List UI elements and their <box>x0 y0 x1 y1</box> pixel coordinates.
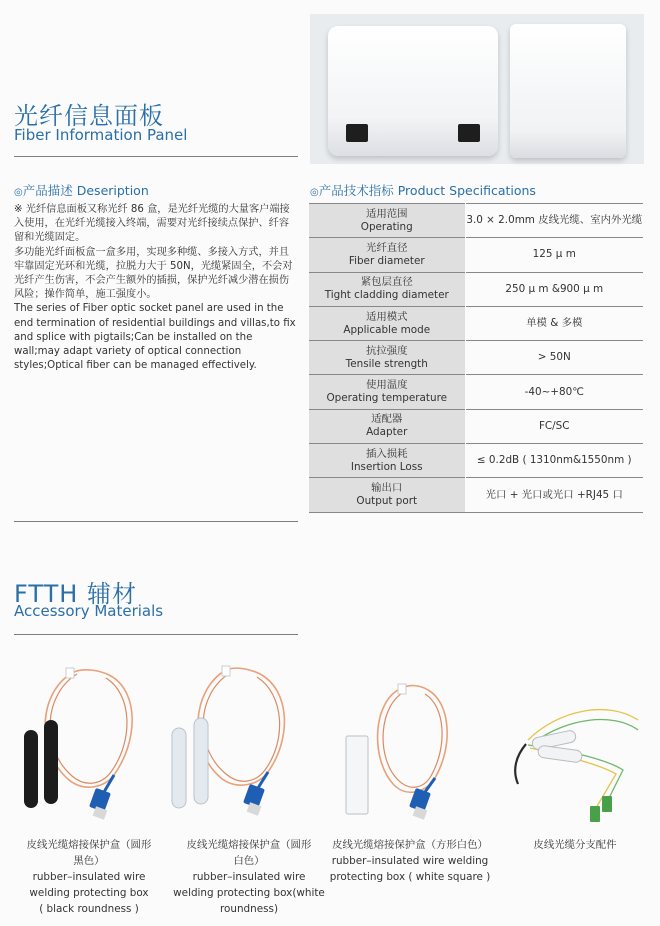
description-body <box>14 203 298 373</box>
spec-value: 单模 & 多模 <box>465 306 643 340</box>
spec-value: 光口 + 光口或光口 +RJ45 口 <box>465 478 643 512</box>
fiber-panel-cover-photo <box>510 24 626 158</box>
description-cn-para: ※ 光纤信息面板又称光纤 86 盒，是光纤光缆的大量客户端接入使用，在光纤光缆接入终端，需要对光纤接续点保护、纤容留和光缆固定。 <box>14 204 290 244</box>
circle-bullet-icon: ◎ <box>14 187 23 198</box>
accessories-title-cn: FTTH 辅材 <box>14 580 137 608</box>
spec-value: -40~+80℃ <box>465 375 643 409</box>
table-row <box>309 478 643 512</box>
branch-accessory-photo <box>498 660 648 830</box>
accessories-title-en: Accessory Materials <box>14 602 164 620</box>
divider <box>14 156 298 157</box>
spec-label: 适配器 Adapter <box>309 409 465 443</box>
socket-port-icon <box>346 124 368 142</box>
spec-value: 125 μ m <box>465 238 643 272</box>
spec-label: 抗拉强度 Tensile strength <box>309 341 465 375</box>
divider <box>14 521 298 522</box>
table-row <box>309 375 643 409</box>
spec-value: > 50N <box>465 341 643 375</box>
product-caption: 皮线光缆熔接保护盒（圆形 黑色） rubber–insulated wire welding protecting box ( black roundness ) <box>26 839 152 915</box>
description-heading: ◎产品描述 Deseription <box>14 183 149 198</box>
table-row <box>309 238 643 272</box>
spec-value: 250 μ m &900 μ m <box>465 272 643 306</box>
section-title-en: Fiber Information Panel <box>14 126 188 144</box>
socket-port-icon <box>458 124 480 142</box>
spec-label: 光纤直径 Fiber diameter <box>309 238 465 272</box>
spec-value: 3.0 × 2.0mm 皮线光缆、室内外光缆 <box>465 204 643 238</box>
product-caption: 皮线光缆分支配件 <box>533 839 617 851</box>
white-round-protecting-box-photo <box>166 660 316 830</box>
spec-label: 使用温度 Operating temperature <box>309 375 465 409</box>
black-round-protecting-box-photo <box>14 660 164 830</box>
white-square-protecting-box-photo <box>332 660 482 830</box>
spec-label: 适用范围 Operating <box>309 204 465 238</box>
specs-heading: ◎产品技术指标 Product Specifications <box>310 183 536 198</box>
spec-label: 插入损耗 Insertion Loss <box>309 444 465 478</box>
product-caption: 皮线光缆熔接保护盒（圆形 白色） rubber–insulated wire welding protecting box(white roundness) <box>173 839 325 915</box>
spec-label: 紧包层直径 Tight cladding diameter <box>309 272 465 306</box>
product-caption: 皮线光缆熔接保护盒（方形白色） rubber–insulated wire welding protecting box ( white square ) <box>329 839 491 883</box>
circle-bullet-icon: ◎ <box>310 187 319 198</box>
table-row <box>309 341 643 375</box>
fiber-panel-front-photo <box>328 26 498 156</box>
table-row <box>309 306 643 340</box>
table-row <box>309 272 643 306</box>
spec-value: ≤ 0.2dB ( 1310nm&1550nm ) <box>465 444 643 478</box>
table-row <box>309 204 643 238</box>
specs-table <box>309 203 643 513</box>
description-en-para: The series of Fiber optic socket panel are used in the end termination of residential buildings and villas,to fix and splice with pigtails;Can be installed on the wall;may adapt variety of optical connection styles;Optical fiber can be managed effectively. <box>14 303 296 372</box>
table-row <box>309 409 643 443</box>
spec-label: 输出口 Output port <box>309 478 465 512</box>
divider <box>14 634 298 635</box>
product-photo-panel <box>310 14 644 164</box>
description-cn-para: 多功能光纤面板盒一盒多用，实现多种缆、多接入方式，并且牢靠固定光环和光缆，拉脱力大于 50N，光缆紧固全，不会对光纤产生伤害，不会产生额外的插损，保护光纤减少潜在损伤风险；操作简单，施工强度小。 <box>14 246 293 301</box>
section-title-cn: 光纤信息面板 <box>14 102 164 130</box>
table-row <box>309 444 643 478</box>
spec-label: 适用模式 Applicable mode <box>309 306 465 340</box>
spec-value: FC/SC <box>465 409 643 443</box>
